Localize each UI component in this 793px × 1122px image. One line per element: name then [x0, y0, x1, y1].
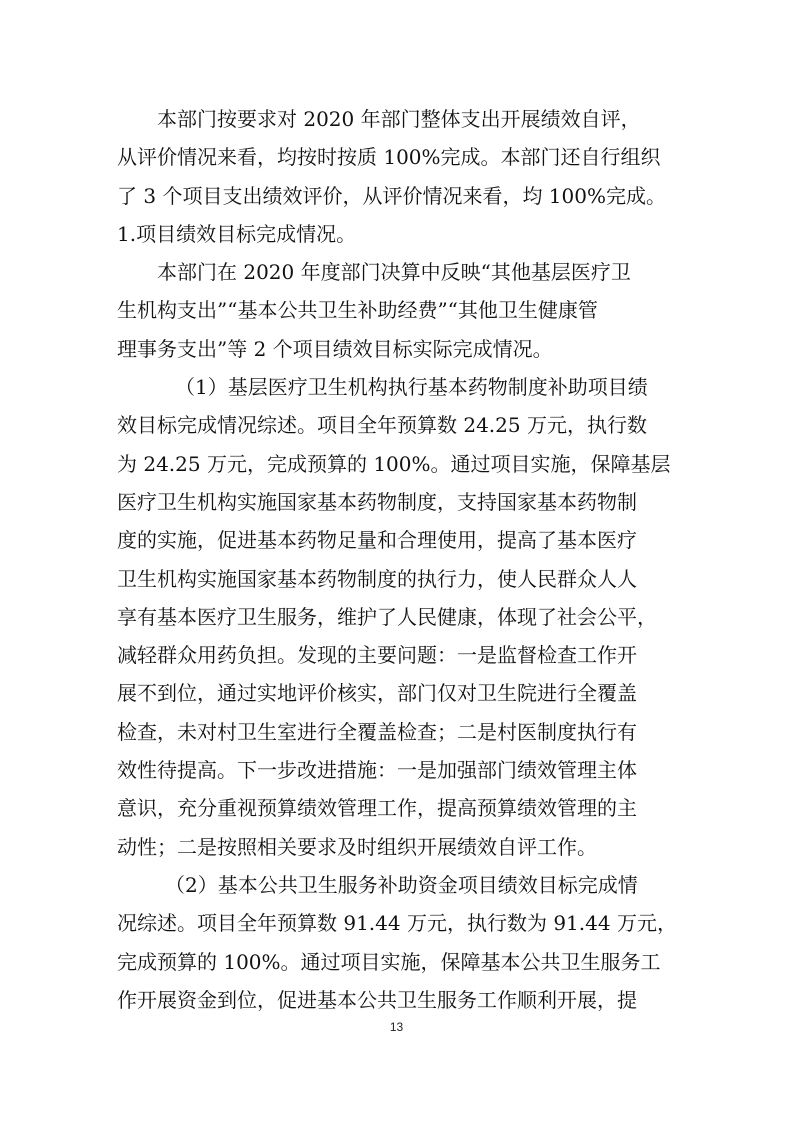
paragraph-project-overview [117, 253, 687, 368]
text-line: 展不到位，通过实地评价核实，部门仅对卫生院进行全覆盖 [117, 681, 637, 706]
text-line: 作开展资金到位，促进基本公共卫生服务工作顺利开展，提 [117, 987, 637, 1012]
text-line: 卫生机构实施国家基本药物制度的执行力，使人民群众人人 [117, 566, 637, 591]
text-line: 度的实施，促进基本药物足量和合理使用，提高了基本医疗 [117, 528, 637, 553]
text-line: 从评价情况来看，均按时按质 100%完成。本部门还自行组织 [117, 145, 661, 170]
paragraph-essential-drugs-project [117, 368, 687, 866]
text-line: 效性待提高。下一步改进措施：一是加强部门绩效管理主体 [117, 758, 637, 783]
text-line: 本部门在 2020 年度部门决算中反映“其他基层医疗卫 [157, 260, 631, 285]
body-text [117, 100, 687, 1019]
text-line: 意识，充分重视预算绩效管理工作，提高预算绩效管理的主 [117, 796, 637, 821]
text-line: 效目标完成情况综述。项目全年预算数 24.25 万元，执行数 [117, 413, 647, 438]
text-line: 理事务支出”等 2 个项目绩效目标实际完成情况。 [117, 336, 553, 361]
text-line: 1.项目绩效目标完成情况。 [117, 221, 357, 246]
text-line: （2）基本公共卫生服务补助资金项目绩效目标完成情 [165, 872, 638, 897]
text-line: 了 3 个项目支出绩效评价，从评价情况来看，均 100%完成。 [117, 183, 666, 208]
paragraph-self-evaluation [117, 100, 687, 253]
page-number: 13 [389, 1020, 404, 1034]
text-line: 享有基本医疗卫生服务，维护了人民健康，体现了社会公平， [117, 604, 657, 629]
text-line: 况综述。项目全年预算数 91.44 万元，执行数为 91.44 万元， [117, 911, 677, 936]
paragraph-public-health-project [117, 866, 687, 1019]
text-line: 检查，未对村卫生室进行全覆盖检查；二是村医制度执行有 [117, 719, 637, 744]
text-line: 完成预算的 100%。通过项目实施，保障基本公共卫生服务工 [117, 949, 661, 974]
text-line: 医疗卫生机构实施国家基本药物制度，支持国家基本药物制 [117, 489, 637, 514]
text-line: （1）基层医疗卫生机构执行基本药物制度补助项目绩 [175, 375, 648, 400]
text-line: 减轻群众用药负担。发现的主要问题：一是监督检查工作开 [117, 643, 637, 668]
text-line: 为 24.25 万元，完成预算的 100%。通过项目实施，保障基层 [117, 451, 671, 476]
text-line: 本部门按要求对 2020 年部门整体支出开展绩效自评， [157, 107, 641, 131]
text-line: 生机构支出”“基本公共卫生补助经费”“其他卫生健康管 [117, 298, 598, 323]
text-line: 动性；二是按照相关要求及时组织开展绩效自评工作。 [117, 834, 597, 859]
